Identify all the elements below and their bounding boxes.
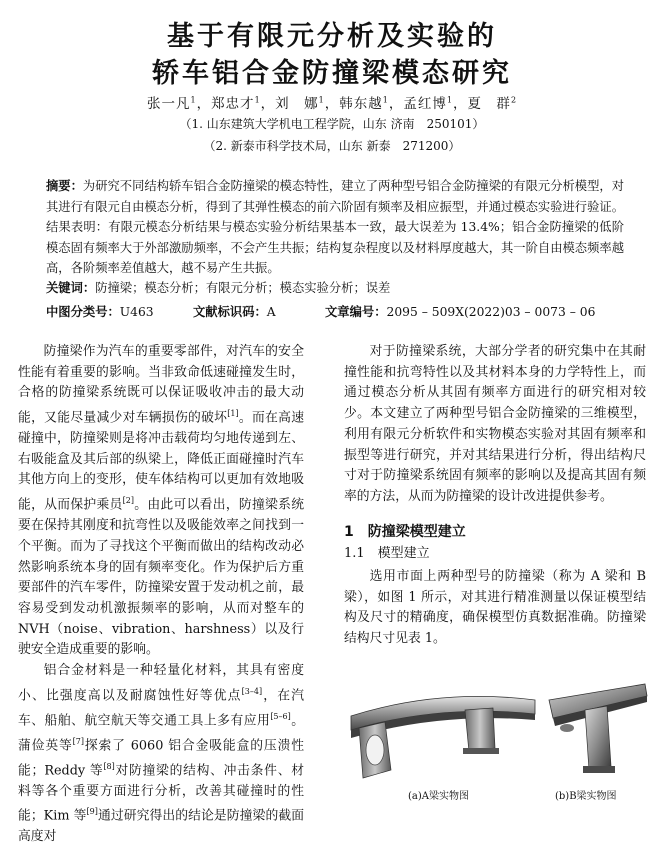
author-affil-mark: 1: [318, 95, 325, 105]
body-text: 。由此可以看出，防撞梁系统要在保持其刚度和抗弯性以及吸能效率之间找到一个平衡。而为了寻找这个平衡而做出的结构改动必然影响系统本身的固有频率变化。作为保护后方重要部件的汽车零件，防撞梁安置于发动机之前，最容易受到发动机激振频率的影响，从而对整车的 NVH（noise、vibration、harshness）以及行驶安全造成重要的影响。: [18, 497, 305, 658]
body-paragraph: [18, 661, 304, 848]
citation[interactable]: [5–6]: [270, 711, 291, 721]
citation[interactable]: [2]: [122, 496, 134, 506]
abstract-label: 摘要：: [46, 179, 83, 193]
body-text: 铝合金材料是一种轻量化材料，其具有密度小、比强度高以及耐腐蚀性好等优点: [18, 663, 304, 704]
figure-caption-a: (a)A梁实物图: [408, 791, 469, 802]
author-affil-mark: 1: [382, 95, 389, 105]
author-affil-mark: 1: [446, 95, 453, 105]
affiliation-1: （1. 山东建筑大学机电工程学院，山东 济南 250101）: [179, 117, 485, 131]
keywords-text: 防撞梁；模态分析；有限元分析；模态实验分析；误差: [95, 281, 391, 295]
body-text: 通过研究得出的结论是防撞梁的截面高度对: [18, 808, 305, 845]
article-number-value: 2095 – 509X(2022)03 – 0073 – 06: [386, 305, 596, 319]
subsection-heading: 1.1 模型建立: [344, 546, 430, 562]
clc-number: [46, 302, 154, 320]
body-text: 探索了 6060 铝合金吸能盒的压溃性能；Reddy 等: [18, 737, 305, 778]
body-text: 对防撞梁的结构、冲击条件、材料等各个重要方面进行分析，改善其碰撞时的性能；Kim 等: [18, 762, 304, 824]
abstract-text: 为研究不同结构轿车铝合金防撞梁的模态特性，建立了两种型号铝合金防撞梁的有限元分析模型，对其进行有限元自由模态分析，得到了其弹性模态的前六阶固有频率及相应振型，并通过模态实验进行验证。结果表明：有限元模态分析结果与模态实验分析结果基本一致，最大误差为 13.4%；铝合金防撞梁的低阶模态固有频率大于外部激励频率，不会产生共振；结构复杂程度以及材料厚度越大，其一阶自由模态频率越高，各阶频率差值越大，越不易产生共振。: [46, 179, 624, 275]
abstract: [46, 176, 624, 279]
keywords-label: 关键词：: [46, 281, 96, 295]
author: 郑忠才: [211, 96, 255, 112]
section-heading: 1 防撞梁模型建立: [344, 523, 466, 540]
citation[interactable]: [7]: [72, 736, 84, 746]
clc-value: U463: [119, 305, 154, 319]
body-paragraph: 选用市面上两种型号的防撞梁（称为 A 梁和 B 梁），如图 1 所示，对其进行精准测量以保证模型结构及尺寸的精确度，确保模型仿真数据准确。防撞梁结构尺寸见表 1。: [344, 569, 646, 647]
author: 孟红博: [403, 96, 447, 112]
author-list: 张一凡$^1$，郑忠才$^1$，刘 娜$^1$，韩东越$^1$，孟红博$^1$，夏 群$^2$: [146, 95, 518, 112]
author: 刘 娜: [275, 96, 319, 112]
body-paragraph: [18, 342, 304, 661]
body-paragraph: 对于防撞梁系统，大部分学者的研究集中在其耐撞性能和抗弯特性以及其材料本身的力学特性上，而通过模态分析从其固有频率方面进行的研究相对较少。本文建立了两种型号铝合金防撞梁的三维模型，利用有限元分析软件和实物模态实验对其固有频率和振型等进行研究，并对其结果进行分析，得出结构尺寸对于防撞梁系统固有频率的影响以及提高其固有频率的方法，从而为防撞梁的设计改进提供参考。: [344, 344, 646, 504]
article-number: [325, 302, 595, 320]
body-left-column: [18, 342, 304, 848]
author-affil-mark: 1: [254, 95, 261, 105]
citation[interactable]: [9]: [86, 807, 98, 817]
author: 张一凡: [146, 96, 191, 112]
author: 韩东越: [339, 96, 383, 112]
body-text: 。蒲俭英等: [18, 713, 305, 753]
figure-a-beam-photo: [345, 670, 540, 790]
doc-code-label: 文献标识码：: [193, 305, 267, 319]
body-text: ，在汽车、船舶、航空航天等交通工具上多有应用: [18, 688, 305, 729]
clc-label: 中图分类号：: [46, 305, 120, 319]
figure-b-beam-photo: [545, 670, 651, 790]
body-text: 防撞梁作为汽车的重要零部件，对汽车的安全性能有着重要的影响。当非致命低速碰撞发生时，合格的防撞梁系统既可以保证吸收冲击的最大动能，又能尽量减少对车辆损伤的破坏: [18, 344, 304, 426]
paper-title-line-2: 轿车铝合金防撞梁模态研究: [152, 58, 512, 89]
author-affil-mark: 1: [190, 95, 197, 105]
doc-code-value: A: [266, 305, 276, 319]
body-text: 。而在高速碰撞中，防撞梁则是将冲击载荷均匀地传递到左、右吸能盒及其后部的纵梁上，降低正面碰撞时汽车其他方向上的变形，使车体结构可以更加有效地吸能，从而保护乘员: [18, 410, 305, 513]
citation[interactable]: [8]: [103, 761, 115, 771]
article-number-label: 文章编号：: [325, 305, 387, 319]
citation[interactable]: [3–4]: [241, 686, 263, 696]
author-affil-mark: 2: [510, 95, 518, 105]
body-right-column: [344, 342, 646, 650]
document-code: [193, 302, 276, 320]
figure-caption-b: (b)B梁实物图: [555, 791, 617, 802]
affiliation-2: （2. 新泰市科学技术局，山东 新泰 271200）: [203, 139, 461, 153]
paper-title-line-1: 基于有限元分析及实验的: [167, 21, 497, 52]
citation[interactable]: [1]: [227, 409, 239, 419]
author: 夏 群: [467, 96, 511, 112]
keywords: [46, 278, 626, 296]
